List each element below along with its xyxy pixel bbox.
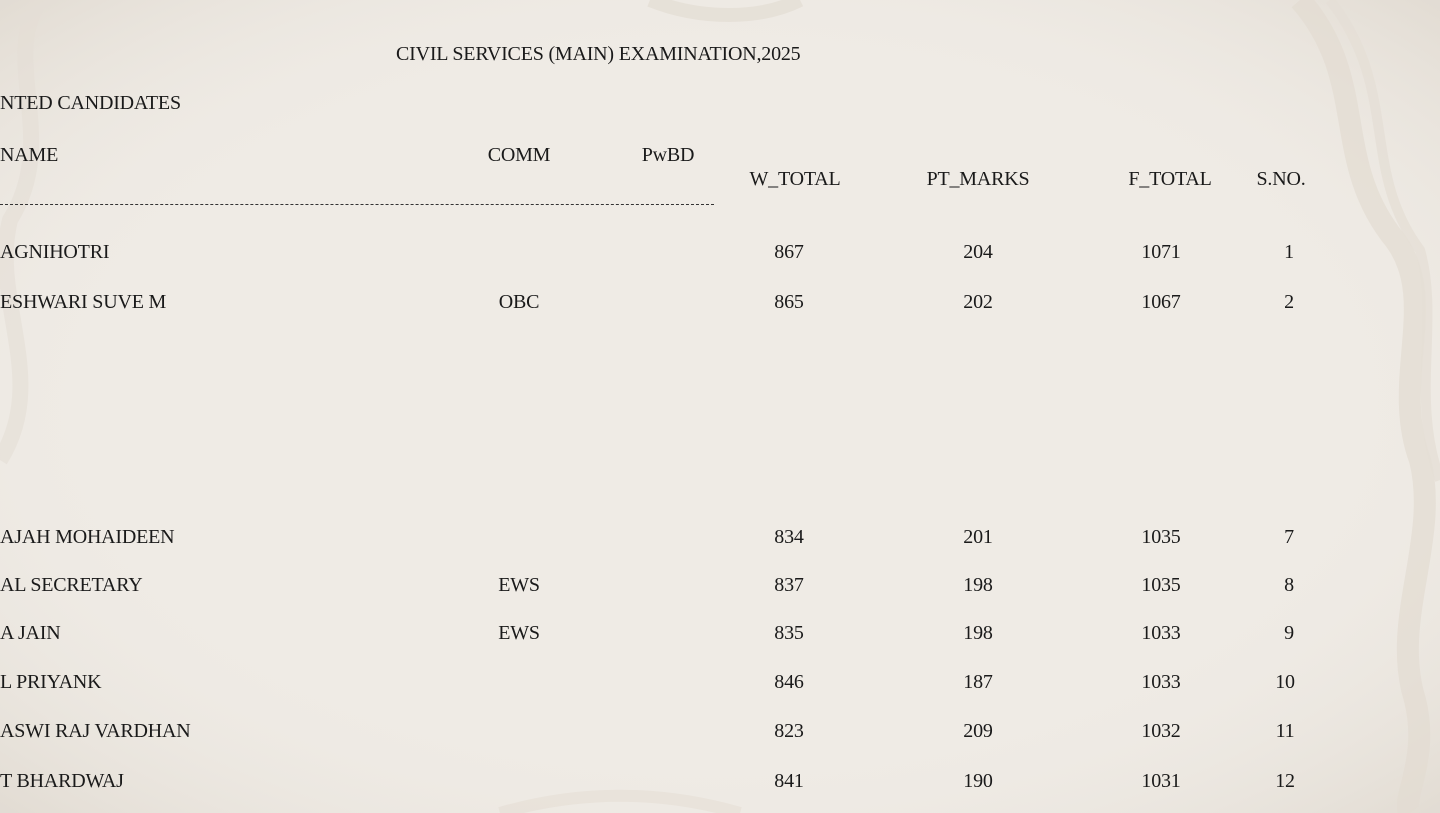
row-w-total: 835: [774, 622, 804, 644]
row-name: AJAH MOHAIDEEN: [0, 526, 175, 548]
row-name: AL SECRETARY: [0, 574, 143, 596]
row-sno: 7: [1284, 526, 1294, 548]
row-name: AGNIHOTRI: [0, 241, 110, 263]
row-name: T BHARDWAJ: [0, 770, 124, 792]
row-f-total: 1033: [1141, 622, 1181, 644]
header-sno: S.NO.: [1256, 168, 1306, 190]
row-sno: 8: [1284, 574, 1294, 596]
row-comm: EWS: [498, 622, 540, 644]
row-f-total: 1071: [1141, 241, 1181, 263]
header-comm: COMM: [487, 144, 551, 166]
row-pt-marks: 209: [963, 720, 993, 742]
row-w-total: 867: [774, 241, 804, 263]
row-w-total: 846: [774, 671, 804, 693]
row-comm: EWS: [498, 574, 540, 596]
row-pt-marks: 202: [963, 291, 993, 313]
row-f-total: 1067: [1141, 291, 1181, 313]
document-subtitle: NTED CANDIDATES: [0, 92, 181, 114]
row-sno: 12: [1275, 770, 1295, 792]
row-pt-marks: 201: [963, 526, 993, 548]
row-name: ESHWARI SUVE M: [0, 291, 167, 313]
row-sno: 2: [1284, 291, 1294, 313]
row-w-total: 841: [774, 770, 804, 792]
row-pt-marks: 190: [963, 770, 993, 792]
row-pt-marks: 187: [963, 671, 993, 693]
header-divider: [0, 204, 714, 205]
row-name: ASWI RAJ VARDHAN: [0, 720, 191, 742]
row-name: L PRIYANK: [0, 671, 102, 693]
header-w-total: W_TOTAL: [749, 168, 841, 190]
row-pt-marks: 204: [963, 241, 993, 263]
row-name: A JAIN: [0, 622, 61, 644]
header-pt-marks: PT_MARKS: [926, 168, 1030, 190]
row-f-total: 1035: [1141, 574, 1181, 596]
row-comm: OBC: [498, 291, 540, 313]
row-w-total: 837: [774, 574, 804, 596]
row-f-total: 1031: [1141, 770, 1181, 792]
row-f-total: 1032: [1141, 720, 1181, 742]
row-pt-marks: 198: [963, 574, 993, 596]
row-sno: 1: [1284, 241, 1294, 263]
document-title: CIVIL SERVICES (MAIN) EXAMINATION,2025: [396, 43, 801, 65]
row-w-total: 865: [774, 291, 804, 313]
header-name: NAME: [0, 144, 59, 166]
header-f-total: F_TOTAL: [1128, 168, 1212, 190]
row-sno: 10: [1275, 671, 1295, 693]
row-f-total: 1035: [1141, 526, 1181, 548]
row-sno: 9: [1284, 622, 1294, 644]
row-pt-marks: 198: [963, 622, 993, 644]
header-pwbd: PwBD: [641, 144, 695, 166]
row-w-total: 823: [774, 720, 804, 742]
row-w-total: 834: [774, 526, 804, 548]
row-sno: 11: [1275, 720, 1295, 742]
row-f-total: 1033: [1141, 671, 1181, 693]
